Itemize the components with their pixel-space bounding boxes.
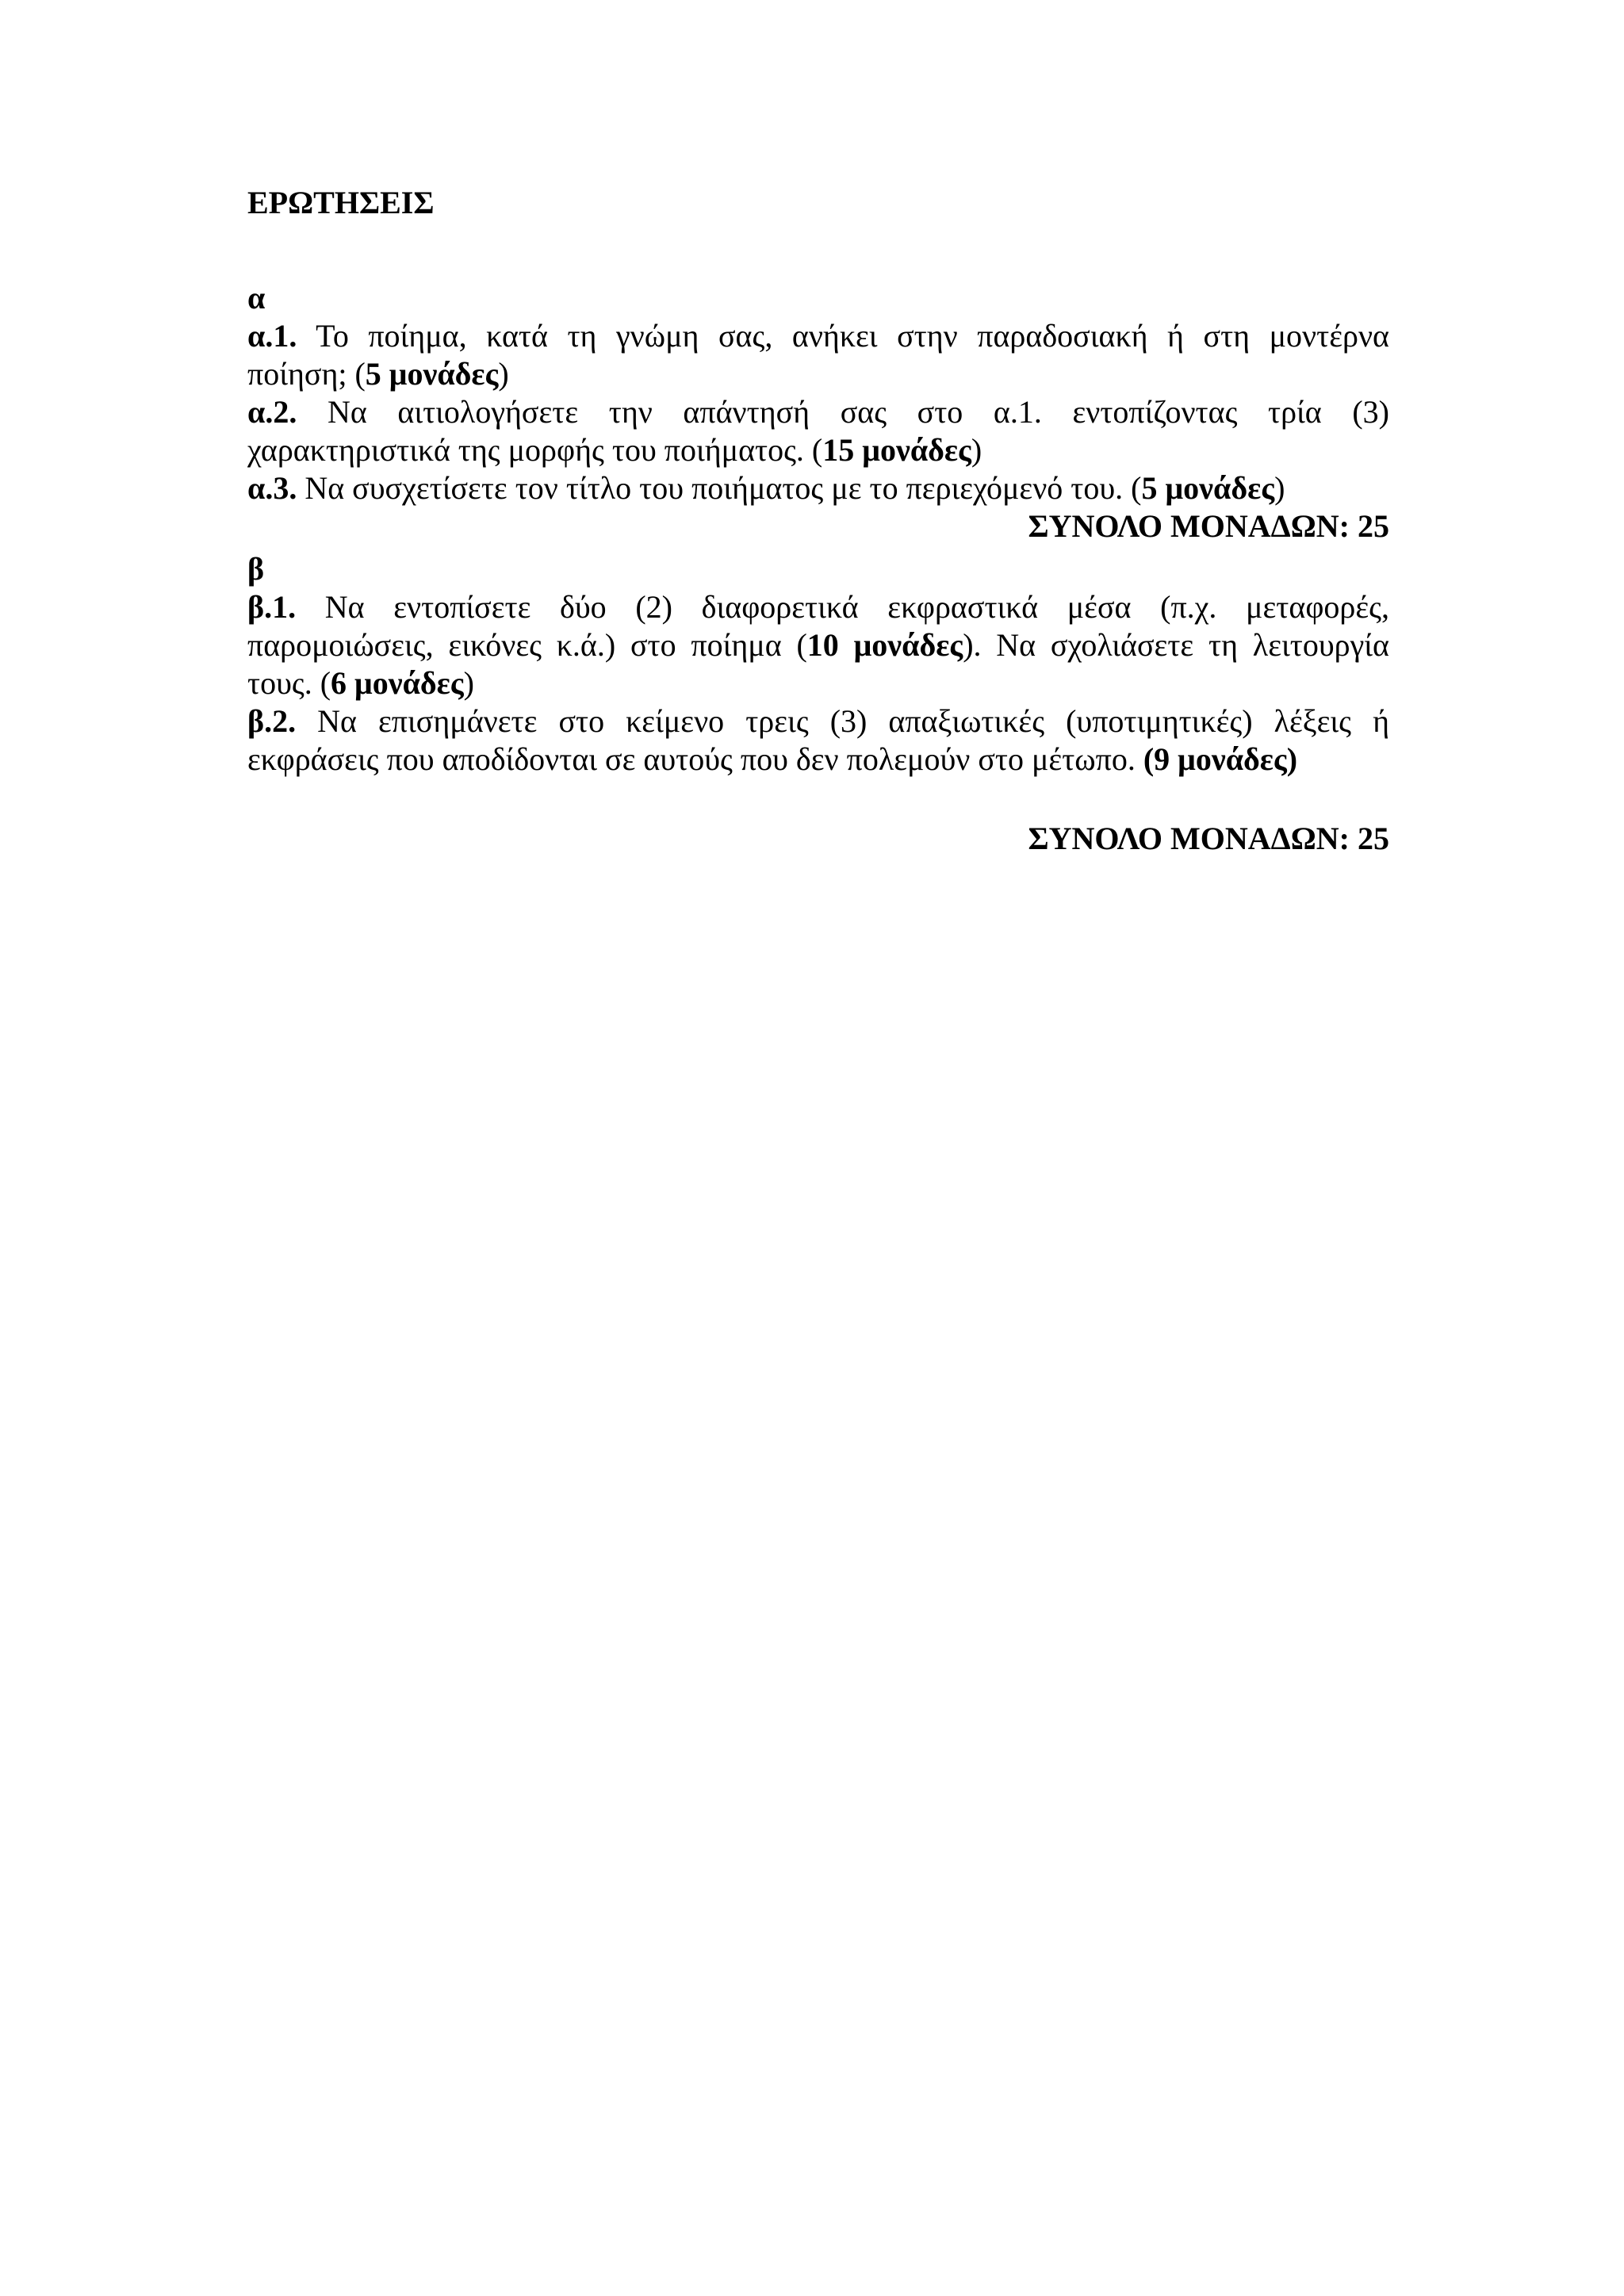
points-label: 5 μονάδες [365,356,499,392]
question-number: β.1. [247,589,297,625]
text-run: ). Να σχολιάσετε τη λειτουργία [963,627,1389,663]
question-text: Να συσχετίσετε τον τίτλο του ποιήματος με το περιεχόμενό του. ( [304,470,1142,506]
section-b-total: ΣΥΝΟΛΟ ΜΟΝΑΔΩΝ: 25 [1028,821,1389,856]
points-label: 15 μονάδες [822,432,971,468]
question-a1-line-2 [247,355,1389,393]
section-a-label: α [247,280,266,316]
question-a1-line-1 [247,317,1389,355]
text-run: χαρακτηριστικά της μορφής του ποιήματος. ( [247,432,823,468]
question-b1-line-2 [247,626,1389,664]
question-a2-line-1 [247,393,1389,431]
points-label: 6 μονάδες [331,665,464,701]
question-number: α.1. [247,318,297,354]
question-b2-line-2 [247,740,1389,779]
text-run: ) [498,356,509,392]
text-run: ) [971,432,982,468]
question-a3-line-1 [247,469,1389,507]
text-run: παρομοιώσεις, εικόνες κ.ά.) στο ποίημα ( [247,627,807,663]
question-number: β.2. [247,703,297,739]
question-b2-line-1 [247,702,1389,740]
question-text: Να επισημάνετε στο κείμενο τρεις (3) απαξιωτικές (υποτιμητικές) λέξεις ή [317,703,1389,739]
question-a2-line-2 [247,431,1389,469]
text-run: τους. ( [247,665,331,701]
points-label: (9 μονάδες) [1143,741,1298,777]
text-run: ποίηση; ( [247,356,366,392]
points-label: 10 μονάδες [806,627,963,663]
text-run: ) [463,665,474,701]
document-page [247,184,1389,858]
text-run: ) [1274,470,1285,506]
section-a-total: ΣΥΝΟΛΟ ΜΟΝΑΔΩΝ: 25 [1028,508,1389,544]
question-text: Να αιτιολογήσετε την απάντησή σας στο α.1. εντοπίζοντας τρία (3) [327,394,1389,430]
question-b1-line-1 [247,588,1389,626]
question-text: Το ποίημα, κατά τη γνώμη σας, ανήκει στην παραδοσιακή ή στη μοντέρνα [316,318,1389,354]
points-label: 5 μονάδες [1141,470,1275,506]
question-number: α.3. [247,470,297,506]
question-number: α.2. [247,394,297,430]
page-heading: ΕΡΩΤΗΣΕΙΣ [247,185,435,220]
question-b1-line-3 [247,664,1389,702]
text-run: εκφράσεις που αποδίδονται σε αυτούς που δεν πολεμούν στο μέτωπο. [247,741,1143,777]
section-b-label: β [247,551,265,587]
question-text: Να εντοπίσετε δύο (2) διαφορετικά εκφραστικά μέσα (π.χ. μεταφορές, [324,589,1389,625]
